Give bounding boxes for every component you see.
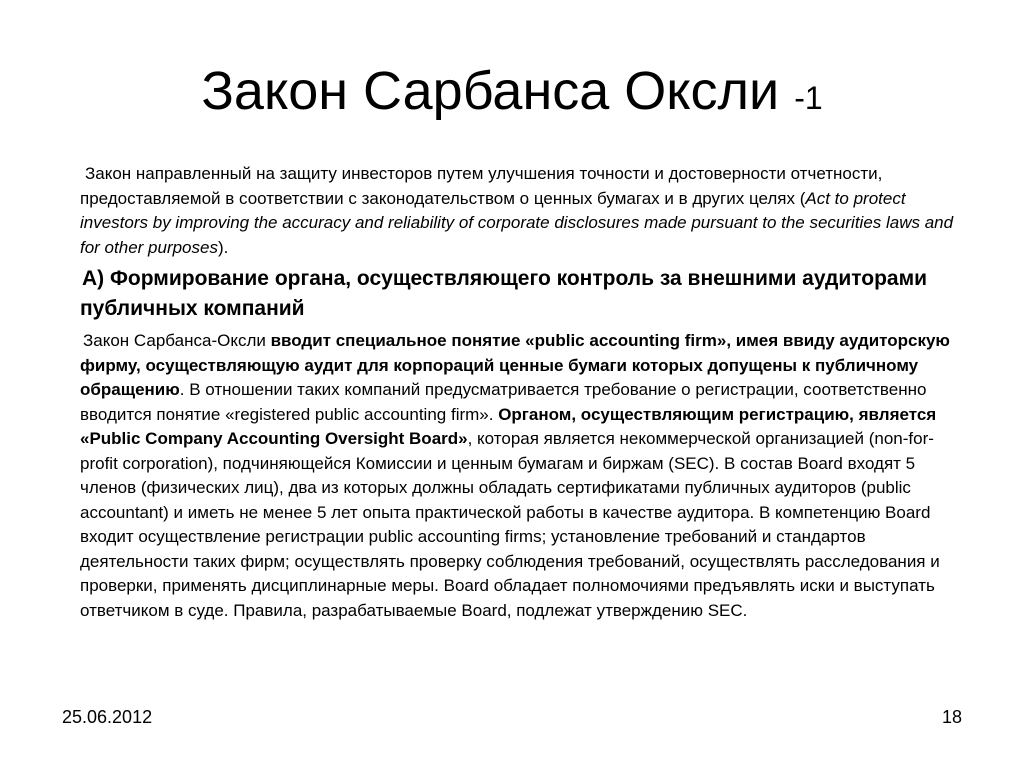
main-bold-2: Органом, осуществляющим регистрацию, является «Public Company Accounting Oversight Board» — [80, 404, 937, 448]
intro-english-text: Act to protect investors by improving the accuracy and reliability of corporate disclosures made pursuant to the securities laws and for other purposes — [80, 188, 954, 257]
page-number: 18 — [941, 707, 962, 727]
slide-title — [0, 58, 1024, 131]
main-text-2: . В отношении таких компаний предусматривается требование о регистрации, соответственно вводится понятие «registered public accounting firm». — [80, 380, 927, 424]
intro-paragraph — [80, 162, 970, 260]
intro-text: Закон направленный на защиту инвесторов путем улучшения точности и достоверности отчетности, предоставляемой в соответствии с законодательством о ценных бумагах и в других целях ( — [80, 164, 883, 208]
slide-body — [80, 162, 970, 623]
main-bold-1: вводит специальное понятие «public accounting firm», имея ввиду аудиторскую фирму, осуществляющую аудит для корпораций ценные бумаги которых допущены к публичному обращению — [80, 331, 950, 399]
title-text: Закон Сарбанса Оксли — [201, 61, 780, 121]
main-text-3: , которая является некоммерческой организацией (non-for-profit corporation), подчиняющейся Комиссии и ценным бумагам и биржам (SEC). В состав Board входят 5 членов (физических лиц), два из которых должны обладать сертификатами публичных аудиторов (public accountant) и иметь не менее 5 лет опыта практической работы в качестве аудитора. В компетенцию Board входит осуществление регистрации public accounting firms; установление требований и стандартов деятельности таких фирм; осуществлять проверку соблюдения требований, осуществлять расследования и проверки, применять дисциплинарные меры. Board обладает полномочиями предъявлять иски и выступать ответчиком в суде. Правила, разрабатываемые Board, подлежат утверждению SEC. — [80, 429, 940, 620]
section-heading: А) Формирование органа, осуществляющего контроль за внешними аудиторами публичных компаний — [80, 267, 928, 320]
title-suffix: -1 — [794, 80, 823, 116]
footer-date: 25.06.2012 — [62, 707, 153, 727]
intro-closing: ). — [217, 237, 229, 257]
main-paragraph — [80, 329, 970, 623]
main-text-1: Закон Сарбанса-Оксли — [83, 331, 271, 350]
